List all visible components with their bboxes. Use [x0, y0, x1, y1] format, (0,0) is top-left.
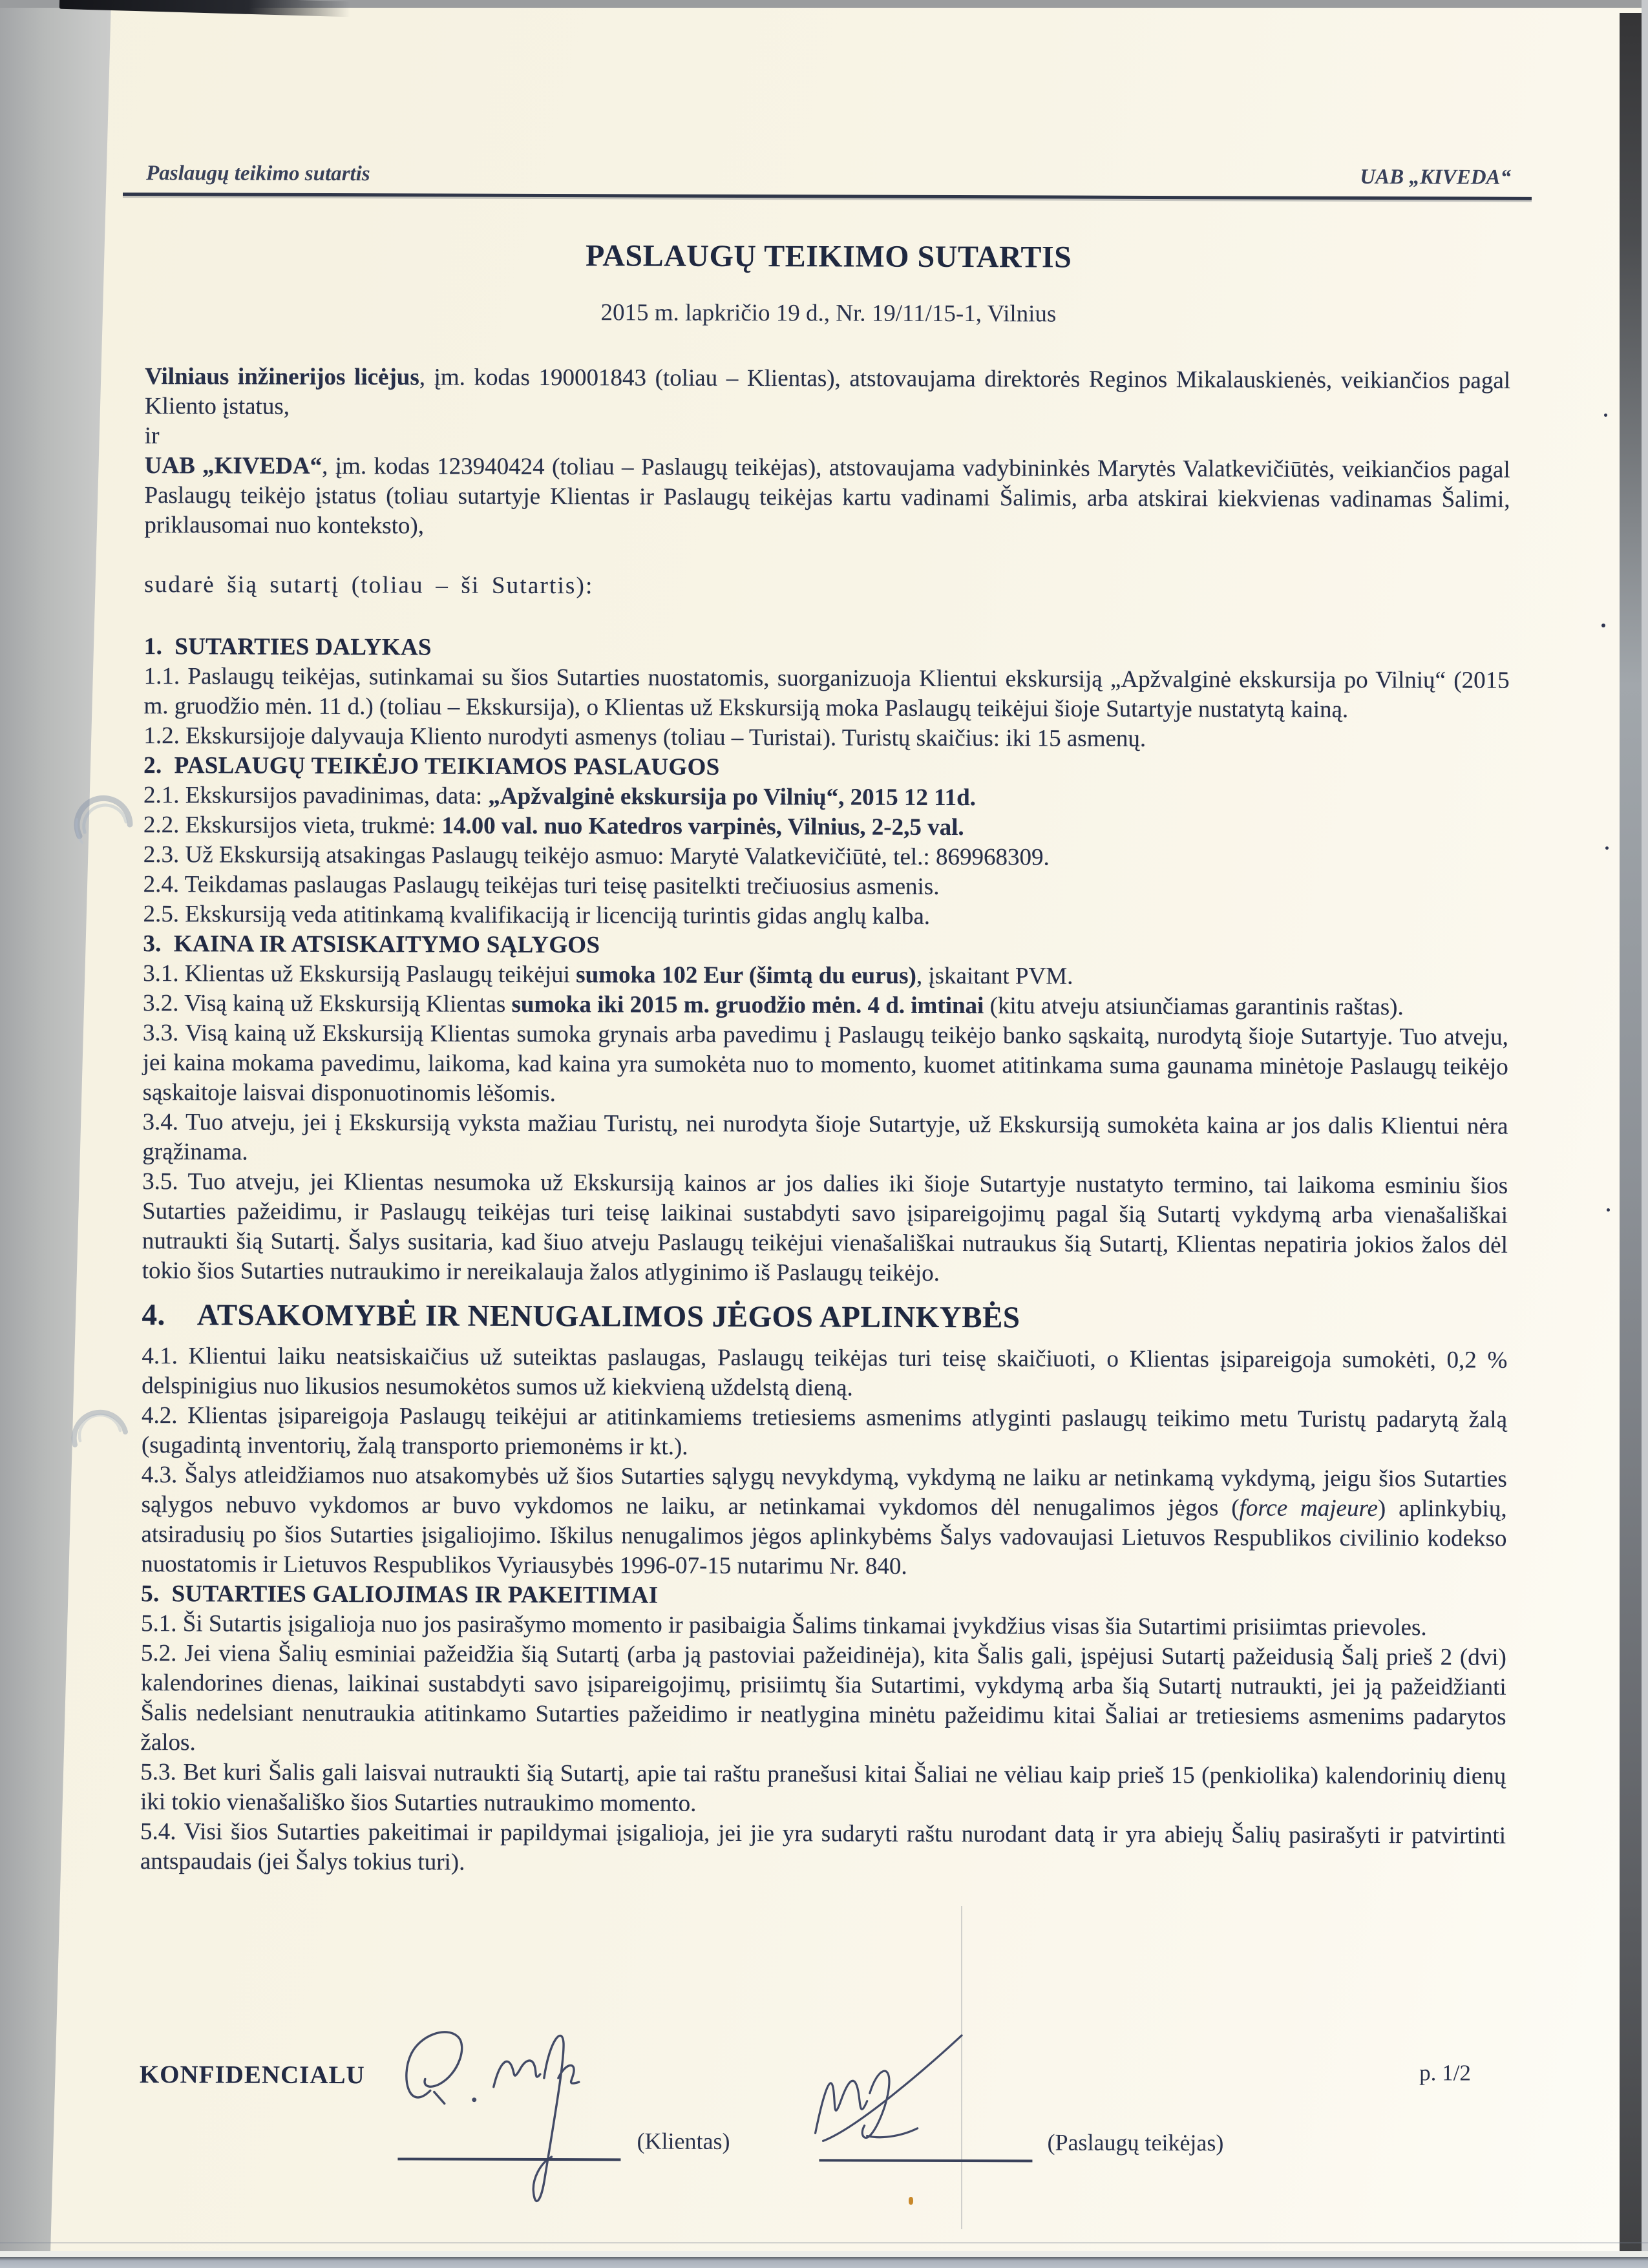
ink-speck [1601, 624, 1605, 627]
signature-footer [139, 2022, 1506, 2240]
ink-speck [1607, 1208, 1610, 1212]
clause-5-3: 5.3. Bet kuri Šalis gali laisvai nutraukti šią Sutartį, apie tai raštu pranešusi kitai Šaliai ne vėliau kaip prieš 15 (penkiolika) kalendorinių dienų iki tokio vienašališko šios Sutarties nutraukimo momento. [140, 1759, 1506, 1817]
header-rule [123, 193, 1532, 200]
clause-1-1: 1.1. Paslaugų teikėjas, sutinkamai su šios Sutarties nuostatomis, suorganizuoja Klientui ekskursiją „Apžvalginė ekskursija po Vilnių“ (2015 m. gruodžio mėn. 11 d.) (toliau – Ekskursija), o Klientas už Ekskursiją moka Paslaugų teikėjui šioje Sutartyje nustatytą kainą. [143, 663, 1510, 723]
clause-3-1: 3.1. Klientas už Ekskursiją Paslaugų teikėjui sumoka 102 Eur (šimtą du eurus), įskaitant PVM. [143, 960, 1073, 990]
intro-and: ir [144, 423, 160, 450]
running-header-company: UAB „KIVEDA“ [1360, 165, 1512, 189]
scan-bottom-crease [0, 2242, 1648, 2243]
clause-4-1: 4.1. Klientui laiku neatsiskaičius už suteiktas paslaugas, Paslaugų teikėjas turi teisę skaičiuoti, o Klientas įsipareigoja sumokėti, 0,2 % delspinigius nuo likusios nesumokėtos sumos už kiekvieną uždelstą dieną. [142, 1343, 1508, 1402]
scanner-bottom-edge [0, 2257, 1648, 2268]
clause-4-2: 4.2. Klientas įsipareigoja Paslaugų teikėjui ar atitinkamiems tretiesiems asmenims atlyginti paslaugų teikimo metu Turistų padarytą žalą (sugadintą inventorių, žalą transporto priemonėms ir kt.). [141, 1402, 1508, 1460]
provider-signature [805, 2030, 986, 2172]
clause-3-3: 3.3. Visą kainą už Ekskursiją Klientas sumoka grynais arba pavedimu į Paslaugų teikėjo banko sąskaitą, nurodytą šioje Sutartyje. Tuo atveju, jei kaina mokama pavedimu, laikoma, kad kaina yra sumokėta nuo to momento, kuomet atitinkama suma gaunama minėtoje Paslaugų teikėjo sąskaitoje laisvai disponuotinomis lėšomis. [142, 1020, 1508, 1108]
clause-2-1: 2.1. Ekskursijos pavadinimas, data: „Apžvalginė ekskursija po Vilnių“, 2015 12 11d. [143, 782, 977, 812]
clause-3-5: 3.5. Tuo atveju, jei Klientas nesumoka už Ekskursiją kainos ar jos dalies iki šioje Sutartyje nustatyto termino, tai laikoma esminiu šios Sutarties pažeidimu, ir Paslaugų teikėjas turi teisę laikinai sustabdyti savo įsipareigojimų pagal šią Sutartį vykdymą arba vienašališkai nutraukti šią Sutartį. Šalys susitaria, kad šiuo atveju Paslaugų teikėjui vienašališkai nutraukus šią Sutartį, Klientas nepatiria jokios žalos dėl tokio šios Sutarties nutraukimo ir nereikalauja žalos atlyginimo iš Paslaugų teikėjo. [142, 1168, 1508, 1286]
section-5-heading: 5. SUTARTIES GALIOJIMAS IR PAKEITIMAI [141, 1580, 659, 1609]
clause-2-2: 2.2. Ekskursijos vieta, trukmė: 14.00 val. nuo Katedros varpinės, Vilnius, 2-2,5 val. [143, 812, 964, 841]
page-number: p. 1/2 [1419, 2060, 1471, 2086]
scan-right-edge-shadow [1620, 13, 1642, 2251]
clause-1-2: 1.2. Ekskursijoje dalyvauja Kliento nurodyti asmenys (toliau – Turistai). Turistų skaičius: iki 15 asmenų. [143, 722, 1146, 752]
clause-2-5: 2.5. Ekskursiją veda atitinkamą kvalifikaciją ir licenciją turintis gidas anglų kalba. [143, 901, 931, 930]
confidential-stamp: KONFIDENCIALU [139, 2061, 365, 2090]
section-2-heading: 2. PASLAUGŲ TEIKĖJO TEIKIAMOS PASLAUGOS [143, 752, 720, 781]
running-header-title: Paslaugų teikimo sutartis [146, 162, 370, 186]
clause-3-2: 3.2. Visą kainą už Ekskursiją Klientas sumoka iki 2015 m. gruodžio mėn. 4 d. imtinai (kitu atveju atsiunčiamas garantinis raštas). [143, 990, 1404, 1021]
clause-2-4: 2.4. Teikdamas paslaugas Paslaugų teikėjas turi teisę pasitelkti trečiuosius asmenis. [143, 871, 940, 900]
clause-4-3: 4.3. Šalys atleidžiamos nuo atsakomybės už šios Sutarties sąlygų nevykdymą, vykdymą ne laiku ar netinkamą vykdymą, jeigu šios Sutarties sąlygos nebuvo vykdomos ar buvo vykdomos ne laiku, ar netinkamai vykdomos dėl nenugalimos jėgos (force majeure) aplinkybių, atsiradusių po šios Sutarties įsigaliojimo. Iškilus nenugalimos jėgos aplinkybėms Šalys vadovaujasi Lietuvos Respublikos civilinio kodekso nuostatomis ir Lietuvos Respublikos Vyriausybės 1996-07-15 nutarimu Nr. 840. [141, 1462, 1507, 1580]
ink-speck [1604, 414, 1607, 417]
section-1-heading: 1. SUTARTIES DALYKAS [143, 633, 432, 661]
provider-signature-label: (Paslaugų teikėjas) [1047, 2129, 1224, 2156]
clause-5-1: 5.1. Ši Sutartis įsigalioja nuo jos pasirašymo momento ir pasibaigia Šalims tinkamai įvykdžius visas šia Sutartimi prisiimtas prievoles. [140, 1610, 1427, 1641]
preamble: sudarė šią sutartį (toliau – ši Sutartis): [144, 571, 594, 600]
contract-body [140, 362, 1510, 1881]
clause-3-4: 3.4. Tuo atveju, jei į Ekskursiją vyksta mažiau Turistų, nei nurodyta šioje Sutartyje, už Ekskursiją sumokėta kaina ar jos dalis Klientui nėra grąžinama. [142, 1109, 1508, 1166]
document-date-line: 2015 m. lapkričio 19 d., Nr. 19/11/15-1, Vilnius [600, 299, 1057, 328]
section-3-heading: 3. KAINA IR ATSISKAITYMO SĄLYGOS [143, 930, 600, 959]
clause-5-2: 5.2. Jei viena Šalių esminiai pažeidžia šią Sutartį (arba ją pastoviai pažeidinėja), kita Šalis gali, įspėjusi Sutartį pažeidusią Šalį prieš 2 (dvi) kalendorines dienas, laikinai sustabdyti savo įsipareigojimų, prisiimtų šia Sutartimi, vykdymą arba šią Sutartį nutraukti, jei ją pažeidžianti Šalis nedelsiant nenutraukia atitinkamo Sutarties pažeidimo ir neatlygina minėtu pažeidimu kitai Šaliai ar tretiesiems asmenims padarytos žalos. [140, 1640, 1506, 1756]
client-signature-label: (Klientas) [637, 2128, 730, 2154]
document-title: PASLAUGŲ TEIKIMO SUTARTIS [585, 238, 1072, 275]
scan-hairline-artifact [961, 1906, 962, 2229]
paper-speck [909, 2197, 913, 2205]
punch-hole-smudge-top [67, 783, 141, 857]
punch-hole-smudge-bottom [63, 1394, 138, 1469]
section-4-heading: 4. ATSAKOMYBĖ IR NENUGALIMOS JĖGOS APLINKYBĖS [142, 1298, 1020, 1335]
intro-client: Vilniaus inžinerijos licėjus, įm. kodas 190001843 (toliau – Klientas), atstovaujama direktorės Reginos Mikalauskienės, veikiančios pagal Kliento įstatus, [144, 363, 1511, 420]
client-signature [396, 2014, 591, 2247]
ink-speck [1605, 846, 1609, 850]
scan-right-margin [1642, 0, 1648, 2268]
clause-5-4: 5.4. Visi šios Sutarties pakeitimai ir papildymai įsigalioja, jei jie yra sudaryti raštu nurodant datą ir yra abiejų Šalių pasirašyti ir patvirtinti antspaudais (jei Šalys tokius turi). [140, 1818, 1506, 1876]
paper-bottom-edge [0, 2251, 1648, 2257]
clause-2-3: 2.3. Už Ekskursiją atsakingas Paslaugų teikėjo asmuo: Marytė Valatkevičiūtė, tel.: 869968309. [143, 841, 1050, 871]
intro-provider: UAB „KIVEDA“, įm. kodas 123940424 (toliau – Paslaugų teikėjas), atstovaujama vadybininkės Marytės Valatkevičiūtės, veikiančios pagal Paslaugų teikėjo įstatus (toliau sutartyje Klientas ir Paslaugų teikėjas kartu vadinami Šalimis, arba atskirai kiekvienas vadinamas Šalimi, priklausomai nuo konteksto), [144, 452, 1510, 540]
